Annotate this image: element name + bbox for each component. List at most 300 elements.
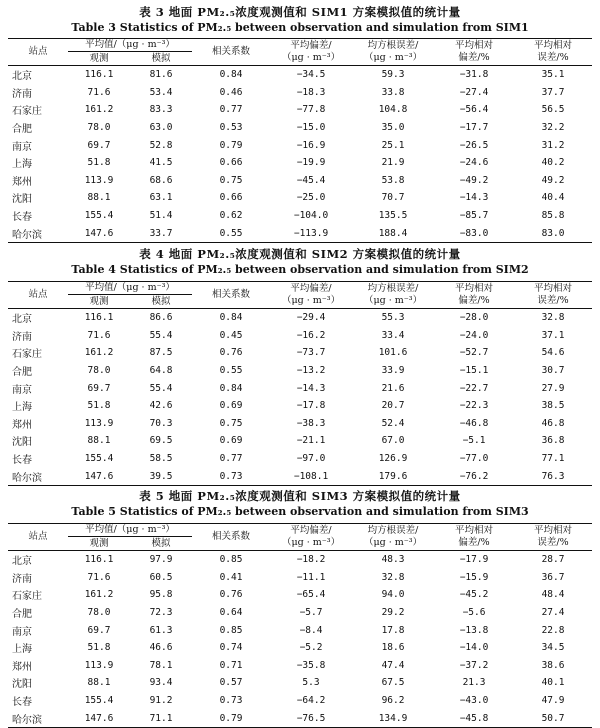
- cell-mean-relative-error: 40.1: [541, 677, 565, 689]
- cell-site: 长春: [12, 697, 32, 709]
- cell-rmse: 179.6: [378, 470, 408, 482]
- cell-mean-bias: 5.3: [302, 677, 320, 689]
- cell-observed: 147.6: [84, 470, 114, 482]
- cell-correlation: 0.55: [219, 227, 243, 239]
- cell-mean-relative-bias: −17.7: [459, 122, 489, 134]
- cell-mean-relative-error: 40.2: [541, 157, 565, 169]
- cell-mean-relative-error: 83.0: [541, 227, 565, 239]
- table-row: [8, 709, 592, 727]
- cell-mean-relative-error: 27.9: [541, 382, 565, 394]
- cell-site: 合肥: [12, 609, 32, 621]
- cell-correlation: 0.64: [219, 607, 243, 619]
- header-line: （μg · m⁻³）: [281, 52, 341, 63]
- cell-mean-relative-error: 32.8: [541, 312, 565, 324]
- cell-rmse: 52.4: [381, 417, 405, 429]
- cell-correlation: 0.71: [219, 659, 243, 671]
- cell-correlation: 0.69: [219, 400, 243, 412]
- cell-mean-relative-error: 48.4: [541, 589, 565, 601]
- header-simulated: 模拟: [151, 52, 171, 64]
- table-row: [8, 66, 592, 84]
- cell-mean-relative-error: 34.5: [541, 642, 565, 654]
- cell-mean-relative-error: 37.7: [541, 86, 565, 98]
- cell-mean-bias: −35.8: [296, 659, 326, 671]
- cell-observed: 71.6: [87, 86, 111, 98]
- cell-mean-relative-error: 49.2: [541, 174, 565, 186]
- header-line: 平均偏差/: [290, 525, 332, 536]
- cell-simulated: 55.4: [149, 382, 173, 394]
- cell-site: 南京: [12, 626, 32, 638]
- table-row: [8, 327, 592, 345]
- cell-mean-relative-bias: −52.7: [459, 347, 489, 359]
- cell-rmse: 67.0: [381, 435, 405, 447]
- cell-mean-bias: −25.0: [296, 192, 326, 204]
- cell-mean-relative-error: 22.8: [541, 624, 565, 636]
- cell-mean-bias: −34.5: [296, 69, 326, 81]
- cell-site: 沈阳: [12, 437, 32, 449]
- table-5-caption: [0, 488, 600, 520]
- cell-mean-relative-bias: −24.6: [459, 157, 489, 169]
- cell-simulated: 63.0: [149, 122, 173, 134]
- cell-mean-relative-error: 46.8: [541, 417, 565, 429]
- header-average: 平均值/（μg · m⁻³）: [68, 39, 192, 52]
- header-mean-bias: [270, 39, 352, 66]
- table-row: [8, 189, 592, 207]
- cell-mean-relative-bias: −15.1: [459, 365, 489, 377]
- cell-observed: 161.2: [84, 589, 114, 601]
- cell-observed: 161.2: [84, 104, 114, 116]
- cell-simulated: 78.1: [149, 659, 173, 671]
- cell-mean-relative-bias: −26.5: [459, 139, 489, 151]
- cell-rmse: 94.0: [381, 589, 405, 601]
- cell-rmse: 21.9: [381, 157, 405, 169]
- cell-mean-bias: −5.7: [299, 607, 323, 619]
- cell-mean-relative-error: 35.1: [541, 69, 565, 81]
- cell-rmse: 67.5: [381, 677, 405, 689]
- table-row: [8, 172, 592, 190]
- cell-mean-bias: −64.2: [296, 695, 326, 707]
- cell-mean-relative-bias: −14.0: [459, 642, 489, 654]
- cell-site: 哈尔滨: [12, 714, 42, 726]
- header-line: 平均偏差/: [290, 283, 332, 294]
- cell-mean-bias: −104.0: [293, 210, 329, 222]
- cell-mean-relative-error: 76.3: [541, 470, 565, 482]
- cell-observed: 71.6: [87, 571, 111, 583]
- cell-mean-relative-error: 36.8: [541, 435, 565, 447]
- cell-correlation: 0.55: [219, 365, 243, 377]
- cell-rmse: 53.8: [381, 174, 405, 186]
- cell-simulated: 81.6: [149, 69, 173, 81]
- cell-correlation: 0.77: [219, 104, 243, 116]
- cell-mean-relative-bias: −43.0: [459, 695, 489, 707]
- header-mean-relative-bias: [434, 282, 514, 309]
- cell-observed: 69.7: [87, 139, 111, 151]
- cell-observed: 88.1: [87, 192, 111, 204]
- cell-mean-bias: −15.0: [296, 122, 326, 134]
- header-line: （μg · m⁻³）: [281, 537, 341, 548]
- cell-mean-relative-bias: −22.3: [459, 400, 489, 412]
- cell-rmse: 18.6: [381, 642, 405, 654]
- table-row: [8, 569, 592, 587]
- table-caption-cn: 表 3 地面 PM₂.₅浓度观测值和 SIM1 方案模拟值的统计量: [139, 5, 461, 19]
- cell-mean-relative-bias: −46.8: [459, 417, 489, 429]
- header-mean-bias: [270, 282, 352, 309]
- cell-simulated: 33.7: [149, 227, 173, 239]
- cell-simulated: 63.1: [149, 192, 173, 204]
- cell-site: 郑州: [12, 419, 32, 431]
- header-line: 误差/%: [537, 537, 569, 548]
- cell-rmse: 135.5: [378, 210, 408, 222]
- table-caption-en: Table 4 Statistics of PM₂.₅ between observation and simulation from SIM2: [71, 263, 529, 276]
- cell-correlation: 0.79: [219, 139, 243, 151]
- cell-mean-relative-error: 37.1: [541, 329, 565, 341]
- cell-correlation: 0.85: [219, 554, 243, 566]
- cell-mean-bias: −16.2: [296, 329, 326, 341]
- cell-site: 合肥: [12, 367, 32, 379]
- cell-site: 石家庄: [12, 349, 42, 361]
- cell-site: 长春: [12, 212, 32, 224]
- header-observed: 观测: [89, 295, 109, 307]
- cell-observed: 78.0: [87, 365, 111, 377]
- cell-correlation: 0.75: [219, 417, 243, 429]
- cell-mean-relative-error: 28.7: [541, 554, 565, 566]
- cell-simulated: 53.4: [149, 86, 173, 98]
- cell-mean-relative-error: 32.2: [541, 122, 565, 134]
- cell-correlation: 0.46: [219, 86, 243, 98]
- table-row: [8, 586, 592, 604]
- cell-observed: 51.8: [87, 400, 111, 412]
- cell-simulated: 72.3: [149, 607, 173, 619]
- cell-mean-relative-error: 54.6: [541, 347, 565, 359]
- header-line: （μg · m⁻³）: [363, 52, 423, 63]
- cell-site: 哈尔滨: [12, 229, 42, 241]
- cell-site: 沈阳: [12, 679, 32, 691]
- cell-observed: 147.6: [84, 227, 114, 239]
- cell-rmse: 96.2: [381, 695, 405, 707]
- cell-simulated: 83.3: [149, 104, 173, 116]
- cell-mean-relative-bias: −28.0: [459, 312, 489, 324]
- cell-rmse: 104.8: [378, 104, 408, 116]
- table-row: [8, 432, 592, 450]
- header-site: 站点: [28, 531, 48, 542]
- table-row: [8, 207, 592, 225]
- header-line: 平均相对: [534, 283, 573, 294]
- cell-mean-bias: −18.2: [296, 554, 326, 566]
- cell-site: 石家庄: [12, 591, 42, 603]
- cell-mean-relative-bias: −49.2: [459, 174, 489, 186]
- cell-simulated: 71.1: [149, 712, 173, 724]
- table-row: [8, 224, 592, 242]
- header-mean-bias: [270, 524, 352, 551]
- cell-correlation: 0.41: [219, 571, 243, 583]
- cell-mean-relative-bias: −13.8: [459, 624, 489, 636]
- cell-rmse: 101.6: [378, 347, 408, 359]
- header-mean-relative-bias: [434, 524, 514, 551]
- cell-rmse: 32.8: [381, 571, 405, 583]
- cell-mean-relative-error: 27.4: [541, 607, 565, 619]
- header-line: 均方根误差/: [367, 40, 419, 51]
- cell-mean-relative-bias: −27.4: [459, 86, 489, 98]
- cell-correlation: 0.79: [219, 712, 243, 724]
- header-observed: 观测: [89, 52, 109, 64]
- cell-site: 济南: [12, 88, 32, 100]
- cell-mean-bias: −29.4: [296, 312, 326, 324]
- cell-site: 郑州: [12, 661, 32, 673]
- header-line: （μg · m⁻³）: [281, 295, 341, 306]
- cell-mean-relative-bias: −5.1: [462, 435, 486, 447]
- cell-mean-bias: −97.0: [296, 453, 326, 465]
- cell-correlation: 0.73: [219, 470, 243, 482]
- table-row: [8, 154, 592, 172]
- cell-correlation: 0.66: [219, 157, 243, 169]
- table-row: [8, 674, 592, 692]
- cell-rmse: 59.3: [381, 69, 405, 81]
- table-row: [8, 309, 592, 327]
- cell-mean-relative-error: 50.7: [541, 712, 565, 724]
- header-line: 偏差/%: [458, 537, 490, 548]
- cell-mean-relative-error: 85.8: [541, 210, 565, 222]
- table-row: [8, 604, 592, 622]
- cell-rmse: 47.4: [381, 659, 405, 671]
- cell-rmse: 25.1: [381, 139, 405, 151]
- table-row: [8, 119, 592, 137]
- cell-site: 北京: [12, 314, 32, 326]
- table-caption-cn: 表 4 地面 PM₂.₅浓度观测值和 SIM2 方案模拟值的统计量: [139, 247, 461, 261]
- cell-site: 济南: [12, 573, 32, 585]
- cell-mean-bias: −13.2: [296, 365, 326, 377]
- cell-site: 济南: [12, 331, 32, 343]
- table-4-caption: [0, 246, 600, 278]
- header-average: 平均值/（μg · m⁻³）: [68, 524, 192, 537]
- cell-correlation: 0.85: [219, 624, 243, 636]
- cell-rmse: 188.4: [378, 227, 408, 239]
- header-correlation: 相关系数: [212, 531, 251, 542]
- cell-simulated: 42.6: [149, 400, 173, 412]
- cell-simulated: 70.3: [149, 417, 173, 429]
- cell-mean-relative-error: 31.2: [541, 139, 565, 151]
- header-line: 误差/%: [537, 52, 569, 63]
- cell-site: 沈阳: [12, 194, 32, 206]
- cell-site: 北京: [12, 71, 32, 83]
- cell-mean-relative-bias: −24.0: [459, 329, 489, 341]
- table-caption-en: Table 3 Statistics of PM₂.₅ between observation and simulation from SIM1: [71, 21, 529, 34]
- cell-correlation: 0.62: [219, 210, 243, 222]
- header-line: 平均偏差/: [290, 40, 332, 51]
- cell-observed: 51.8: [87, 642, 111, 654]
- cell-observed: 155.4: [84, 210, 114, 222]
- cell-mean-relative-error: 47.9: [541, 695, 565, 707]
- cell-mean-relative-bias: −45.2: [459, 589, 489, 601]
- cell-correlation: 0.84: [219, 69, 243, 81]
- header-rmse: [352, 39, 434, 66]
- cell-mean-relative-error: 40.4: [541, 192, 565, 204]
- cell-correlation: 0.66: [219, 192, 243, 204]
- table-caption-cn: 表 5 地面 PM₂.₅浓度观测值和 SIM3 方案模拟值的统计量: [139, 489, 461, 503]
- cell-observed: 116.1: [84, 312, 114, 324]
- cell-observed: 78.0: [87, 607, 111, 619]
- header-line: 平均相对: [534, 40, 573, 51]
- cell-rmse: 20.7: [381, 400, 405, 412]
- cell-simulated: 87.5: [149, 347, 173, 359]
- cell-correlation: 0.73: [219, 695, 243, 707]
- cell-mean-relative-error: 38.5: [541, 400, 565, 412]
- header-line: 误差/%: [537, 295, 569, 306]
- header-line: 平均相对: [534, 525, 573, 536]
- table-row: [8, 657, 592, 675]
- cell-site: 合肥: [12, 124, 32, 136]
- cell-observed: 88.1: [87, 435, 111, 447]
- header-line: 均方根误差/: [367, 525, 419, 536]
- cell-mean-relative-bias: −15.9: [459, 571, 489, 583]
- cell-observed: 69.7: [87, 624, 111, 636]
- header-mean-relative-error: [514, 39, 592, 66]
- table-row: [8, 397, 592, 415]
- table-body: [8, 309, 592, 486]
- table-row: [8, 379, 592, 397]
- cell-rmse: 48.3: [381, 554, 405, 566]
- cell-mean-relative-bias: −85.7: [459, 210, 489, 222]
- cell-correlation: 0.76: [219, 347, 243, 359]
- cell-mean-relative-bias: −5.6: [462, 607, 486, 619]
- cell-correlation: 0.57: [219, 677, 243, 689]
- cell-site: 北京: [12, 556, 32, 568]
- header-correlation: 相关系数: [212, 46, 251, 57]
- table-3-caption: [0, 4, 600, 36]
- cell-simulated: 86.6: [149, 312, 173, 324]
- cell-mean-bias: −14.3: [296, 382, 326, 394]
- cell-mean-relative-bias: −14.3: [459, 192, 489, 204]
- table-caption-en: Table 5 Statistics of PM₂.₅ between observation and simulation from SIM3: [71, 505, 529, 518]
- cell-rmse: 70.7: [381, 192, 405, 204]
- cell-site: 南京: [12, 384, 32, 396]
- cell-observed: 155.4: [84, 453, 114, 465]
- cell-simulated: 91.2: [149, 695, 173, 707]
- cell-mean-relative-bias: −37.2: [459, 659, 489, 671]
- header-line: 偏差/%: [458, 52, 490, 63]
- cell-mean-relative-bias: 21.3: [462, 677, 486, 689]
- cell-observed: 116.1: [84, 554, 114, 566]
- cell-mean-relative-error: 56.5: [541, 104, 565, 116]
- table-row: [8, 692, 592, 710]
- header-simulated: 模拟: [151, 295, 171, 307]
- table-row: [8, 415, 592, 433]
- cell-mean-bias: −77.8: [296, 104, 326, 116]
- cell-rmse: 33.9: [381, 365, 405, 377]
- cell-mean-relative-bias: −77.0: [459, 453, 489, 465]
- cell-simulated: 51.4: [149, 210, 173, 222]
- table-body: [8, 551, 592, 728]
- cell-mean-relative-bias: −56.4: [459, 104, 489, 116]
- table-row: [8, 467, 592, 485]
- cell-mean-bias: −5.2: [299, 642, 323, 654]
- cell-rmse: 33.4: [381, 329, 405, 341]
- statistics-table-sim3: [8, 523, 592, 728]
- cell-observed: 78.0: [87, 122, 111, 134]
- header-line: 均方根误差/: [367, 283, 419, 294]
- cell-correlation: 0.77: [219, 453, 243, 465]
- table-row: [8, 639, 592, 657]
- cell-mean-bias: −113.9: [293, 227, 329, 239]
- statistics-table-sim1: [8, 38, 592, 243]
- cell-site: 上海: [12, 402, 32, 414]
- cell-correlation: 0.53: [219, 122, 243, 134]
- cell-observed: 88.1: [87, 677, 111, 689]
- cell-rmse: 126.9: [378, 453, 408, 465]
- header-rmse: [352, 282, 434, 309]
- cell-simulated: 97.9: [149, 554, 173, 566]
- cell-observed: 113.9: [84, 174, 114, 186]
- cell-simulated: 93.4: [149, 677, 173, 689]
- cell-simulated: 95.8: [149, 589, 173, 601]
- header-line: 平均相对: [455, 40, 494, 51]
- cell-rmse: 17.8: [381, 624, 405, 636]
- cell-rmse: 21.6: [381, 382, 405, 394]
- cell-mean-bias: −17.8: [296, 400, 326, 412]
- cell-simulated: 64.8: [149, 365, 173, 377]
- header-mean-relative-bias: [434, 39, 514, 66]
- cell-correlation: 0.45: [219, 329, 243, 341]
- header-mean-relative-error: [514, 524, 592, 551]
- table-row: [8, 450, 592, 468]
- cell-simulated: 68.6: [149, 174, 173, 186]
- header-site: 站点: [28, 289, 48, 300]
- cell-observed: 71.6: [87, 329, 111, 341]
- cell-mean-bias: −73.7: [296, 347, 326, 359]
- table-row: [8, 362, 592, 380]
- cell-simulated: 58.5: [149, 453, 173, 465]
- cell-simulated: 41.5: [149, 157, 173, 169]
- cell-simulated: 60.5: [149, 571, 173, 583]
- table-row: [8, 621, 592, 639]
- table-row: [8, 101, 592, 119]
- cell-rmse: 33.8: [381, 86, 405, 98]
- cell-simulated: 61.3: [149, 624, 173, 636]
- header-simulated: 模拟: [151, 537, 171, 549]
- cell-rmse: 29.2: [381, 607, 405, 619]
- cell-mean-bias: −16.9: [296, 139, 326, 151]
- table-row: [8, 136, 592, 154]
- header-correlation: 相关系数: [212, 289, 251, 300]
- cell-site: 郑州: [12, 176, 32, 188]
- header-line: 平均相对: [455, 525, 494, 536]
- cell-correlation: 0.76: [219, 589, 243, 601]
- header-average: 平均值/（μg · m⁻³）: [68, 282, 192, 295]
- cell-simulated: 46.6: [149, 642, 173, 654]
- cell-observed: 161.2: [84, 347, 114, 359]
- cell-mean-bias: −11.1: [296, 571, 326, 583]
- header-line: （μg · m⁻³）: [363, 295, 423, 306]
- cell-mean-relative-bias: −22.7: [459, 382, 489, 394]
- cell-mean-relative-bias: −31.8: [459, 69, 489, 81]
- cell-observed: 155.4: [84, 695, 114, 707]
- cell-correlation: 0.74: [219, 642, 243, 654]
- cell-mean-relative-bias: −45.8: [459, 712, 489, 724]
- cell-correlation: 0.84: [219, 312, 243, 324]
- cell-observed: 147.6: [84, 712, 114, 724]
- cell-site: 哈尔滨: [12, 472, 42, 484]
- cell-site: 上海: [12, 159, 32, 171]
- cell-simulated: 52.8: [149, 139, 173, 151]
- statistics-table-sim2: [8, 281, 592, 486]
- table-row: [8, 551, 592, 569]
- cell-correlation: 0.69: [219, 435, 243, 447]
- cell-mean-bias: −45.4: [296, 174, 326, 186]
- cell-rmse: 134.9: [378, 712, 408, 724]
- header-mean-relative-error: [514, 282, 592, 309]
- cell-mean-bias: −76.5: [296, 712, 326, 724]
- table-row: [8, 344, 592, 362]
- cell-mean-relative-error: 30.7: [541, 365, 565, 377]
- cell-observed: 51.8: [87, 157, 111, 169]
